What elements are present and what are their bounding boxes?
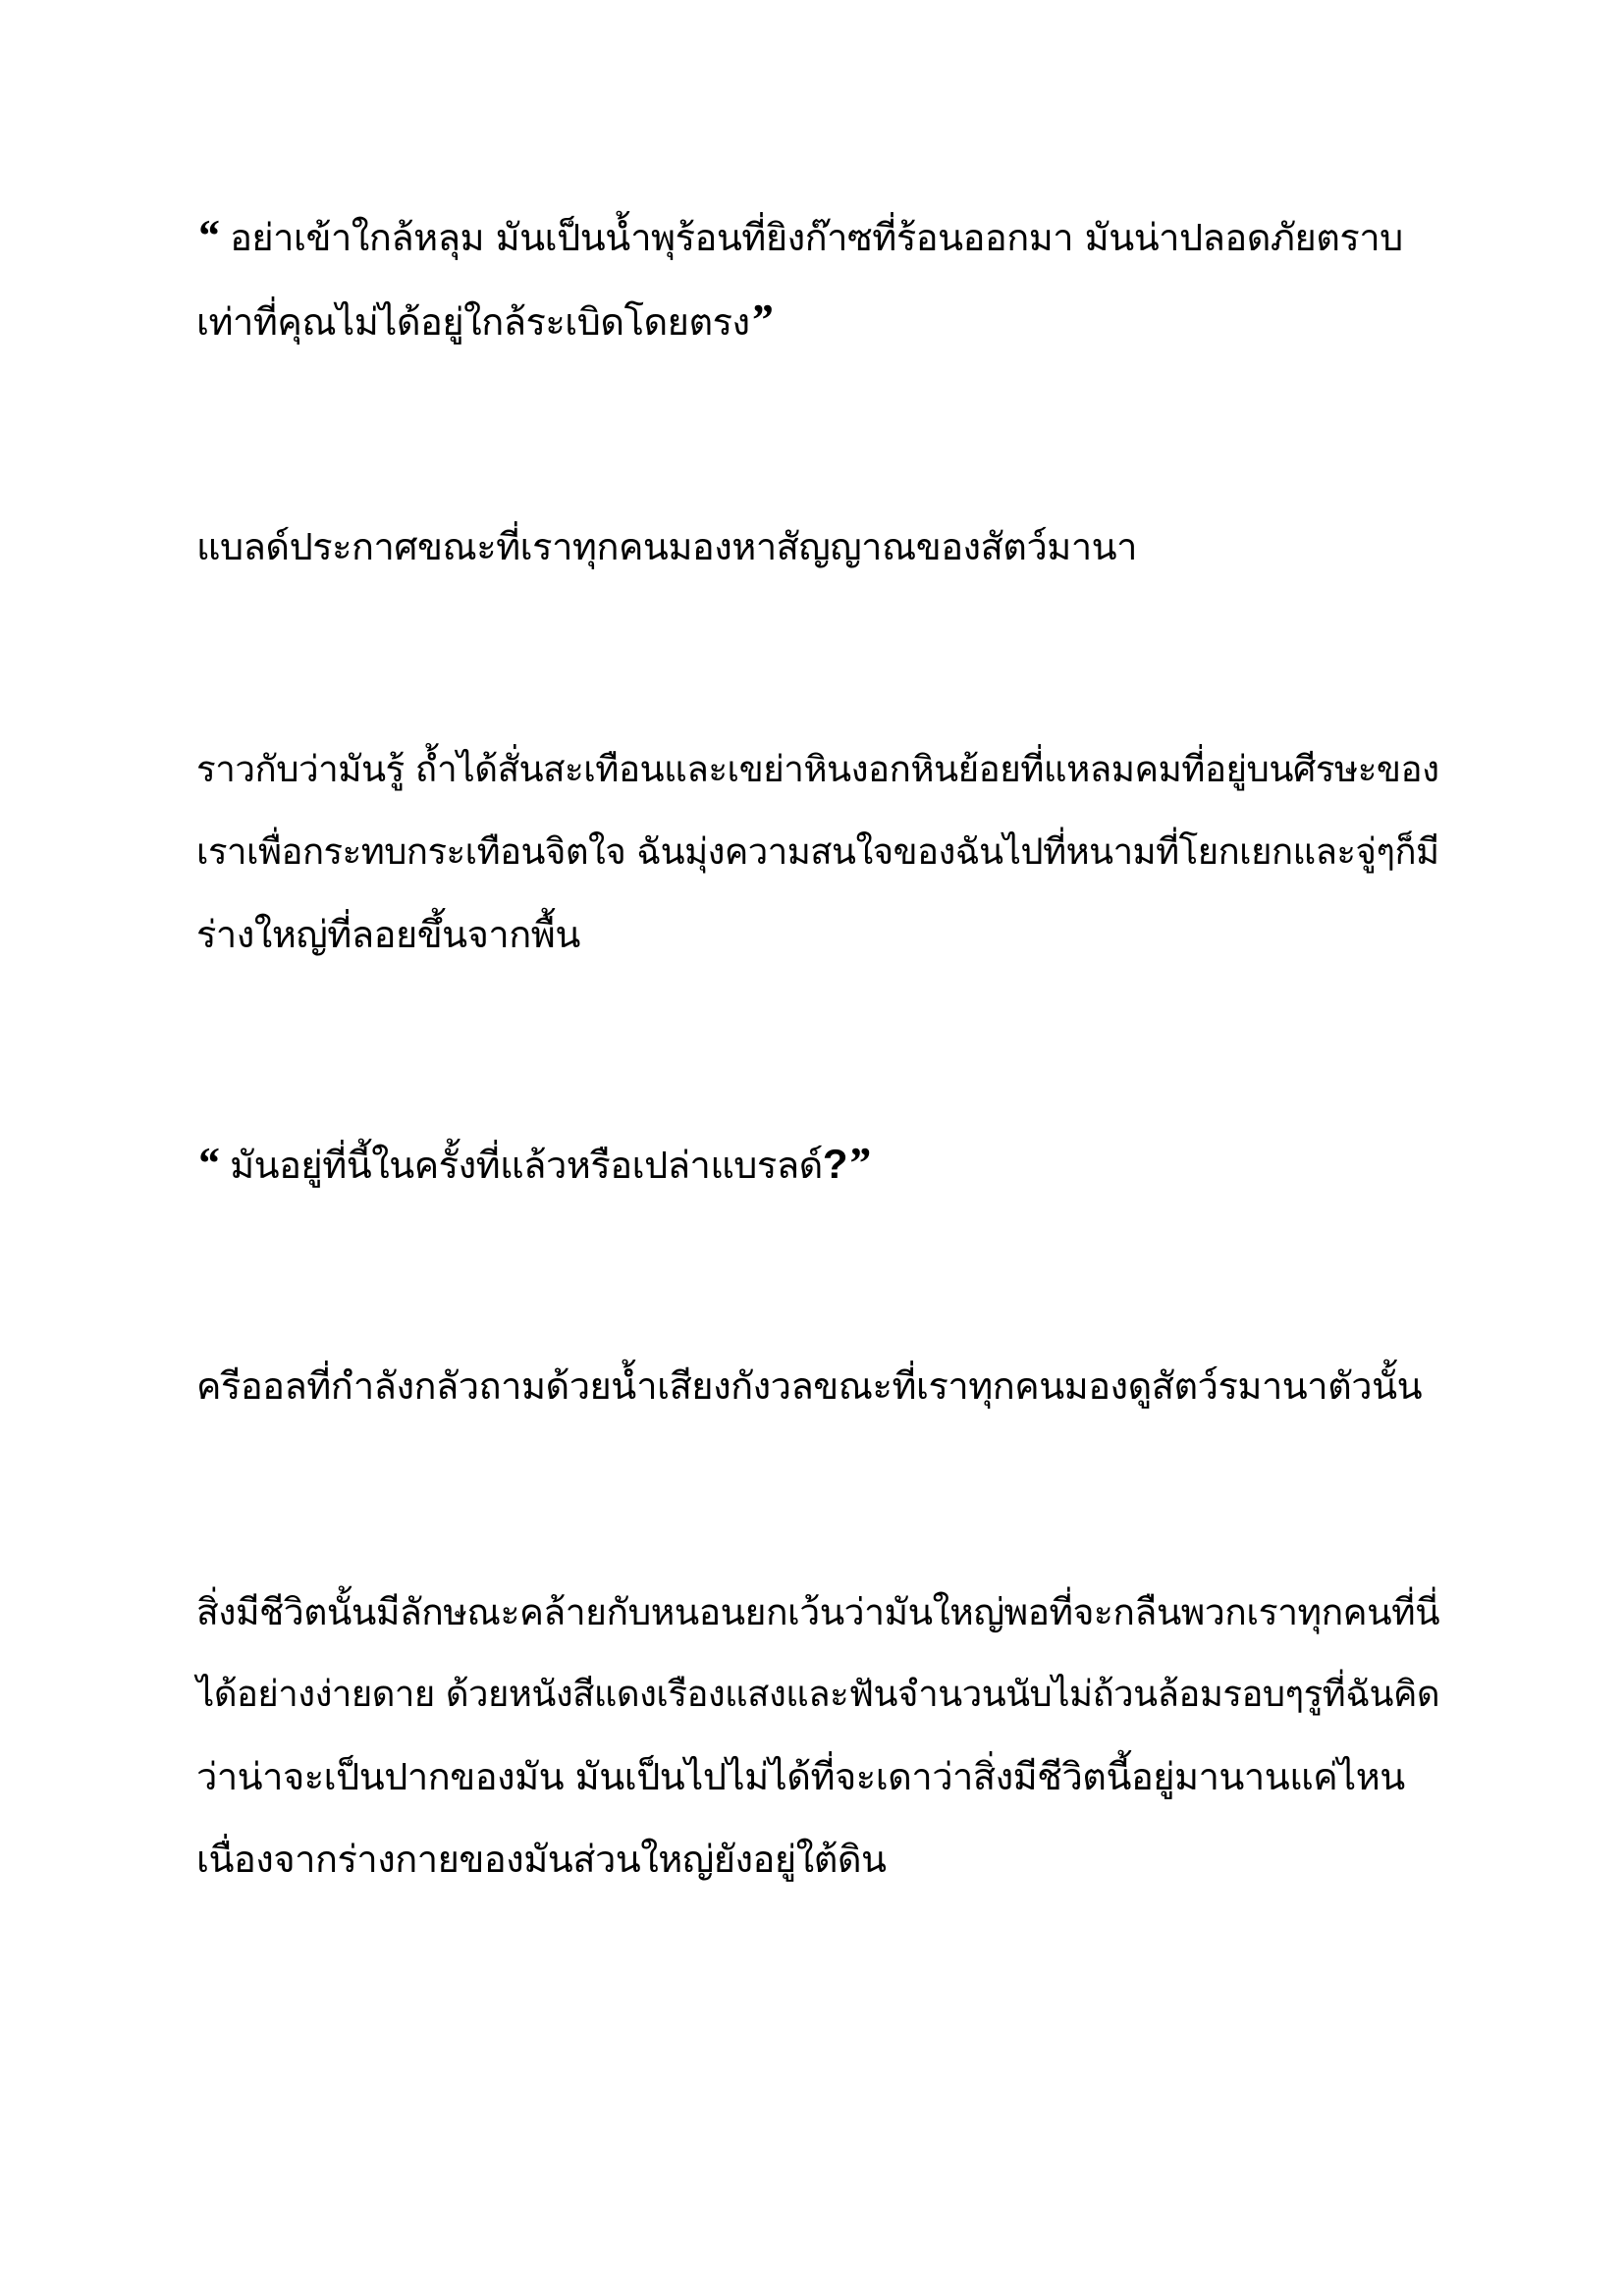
text-line: ว่าน่าจะเป็นปากของมัน มันเป็นไปไม่ได้ที่จะเดาว่าสิ่งมีชีวิตนี้อยู่มานานแค่ไหน <box>196 1755 1405 1798</box>
text-line: ครีออลที่กำลังกลัวถามด้วยน้ำเสียงกังวลขณะที่เราทุกคนมองดูสัตว์รมานาตัวนั้น <box>196 1364 1423 1408</box>
paragraph-narration-1 <box>196 506 1453 588</box>
open-quote: “ <box>196 1138 219 1188</box>
text-line: เนื่องจากร่างกายของมันส่วนใหญ่ยังอยู่ใต้ดิน <box>196 1838 887 1881</box>
text-line: แบลด์ประกาศขณะที่เราทุกคนมองหาสัญญาณของสัตว์มานา <box>196 525 1137 568</box>
line-text: มันอยู่ที่นี้ในครั้งที่แล้วหรือเปล่าแบรลด์ <box>218 1144 823 1187</box>
paragraph-dialogue-2 <box>196 1122 1453 1206</box>
text-line <box>196 1122 1453 1206</box>
close-quote: ” <box>846 1138 870 1188</box>
open-quote: “ <box>196 210 219 260</box>
close-quote: ” <box>749 294 773 345</box>
text-line: ราวกับว่ามันรู้ ถ้ำได้สั่นสะเทือนและเขย่าหินงอกหินย้อยที่แหลมคมที่อยู่บนศีรษะของ <box>196 748 1439 790</box>
question-mark: ? <box>822 1141 847 1187</box>
text-line <box>196 279 1453 363</box>
text-line: สิ่งมีชีวิตนั้นมีลักษณะคล้ายกับหนอนยกเว้นว่ามันใหญ่พอที่จะกลืนพวกเราทุกคนที่นี่ <box>196 1590 1440 1633</box>
text-line: ร่างใหญ่ที่ลอยขึ้นจากพื้น <box>196 913 580 956</box>
text-line: ได้อย่างง่ายดาย ด้วยหนังสีแดงเรืองแสงและฟันจำนวนนับไม่ถ้วนล้อมรอบๆรูที่ฉันคิด <box>196 1673 1440 1715</box>
line-text: เท่าที่คุณไม่ได้อยู่ใกล้ระเบิดโดยตรง <box>196 300 750 344</box>
paragraph-narration-2 <box>196 728 1453 976</box>
text-line: เราเพื่อกระทบกระเทือนจิตใจ ฉันมุ่งความสนใจของฉันไปที่หนามที่โยกเยกและจู่ๆก็มี <box>196 830 1439 873</box>
text-line <box>196 194 1453 279</box>
paragraph-narration-4 <box>196 1571 1453 1900</box>
line-text: อย่าเข้าใกล้หลุม มันเป็นน้ำพุร้อนที่ยิงก๊าซที่ร้อนออกมา มันน่าปลอดภัยตราบ <box>218 216 1403 259</box>
paragraph-dialogue-1 <box>196 194 1453 363</box>
paragraph-narration-3 <box>196 1345 1453 1427</box>
